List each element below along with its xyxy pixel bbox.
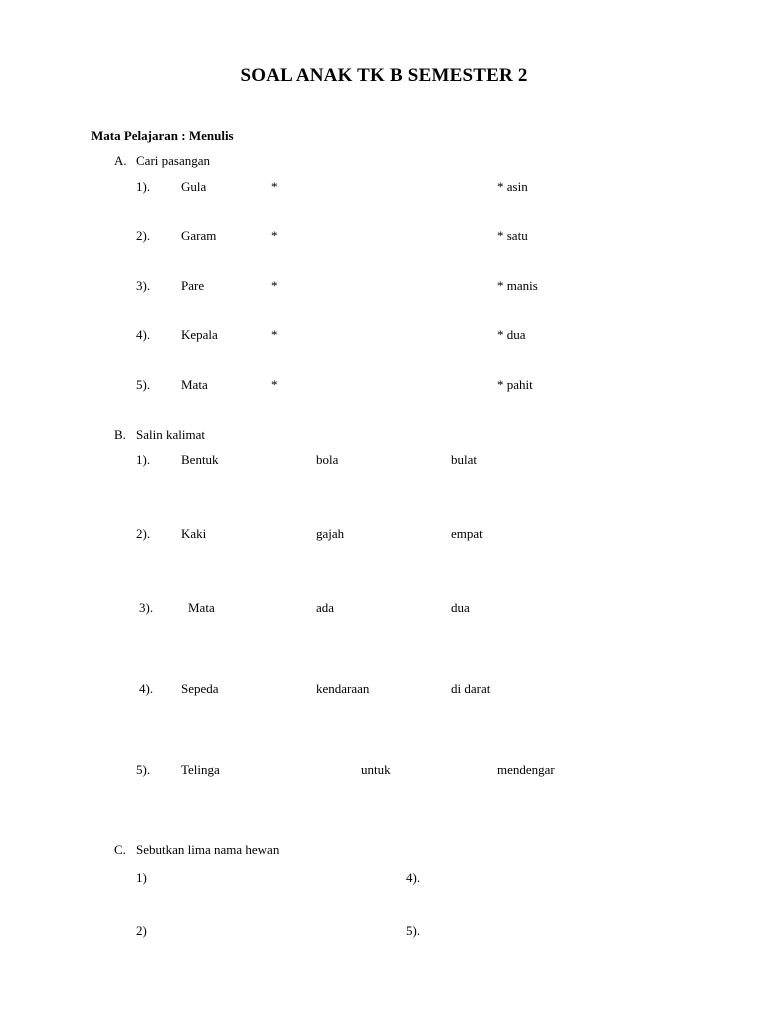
section-a-row-star: *: [271, 228, 278, 243]
section-a-row-star: *: [271, 377, 278, 392]
section-b-row-word-1: Sepeda: [181, 681, 219, 696]
section-a-row-match: * dua: [497, 327, 526, 342]
section-a-row-number: 3).: [136, 278, 151, 293]
section-c-item: 5).: [406, 923, 421, 938]
section-a-row-word: Garam: [181, 228, 217, 243]
section-b-row-number: 3).: [139, 600, 154, 615]
section-a-row-word: Gula: [181, 179, 207, 194]
section-c-letter: C.: [114, 842, 126, 857]
section-b-row-word-2: bola: [316, 452, 339, 467]
section-a-row-match: * satu: [497, 228, 528, 243]
section-a-letter: A.: [114, 153, 127, 168]
section-a-row-star: *: [271, 179, 278, 194]
section-a-row-star: *: [271, 327, 278, 342]
section-a-row-match: * manis: [497, 278, 538, 293]
section-b-row-word-1: Bentuk: [181, 452, 219, 467]
section-a-row-number: 5).: [136, 377, 151, 392]
section-a-row-word: Mata: [181, 377, 208, 392]
section-b-row-word-3: empat: [451, 526, 483, 541]
section-b-heading: Salin kalimat: [136, 427, 205, 442]
section-b-row-number: 5).: [136, 762, 151, 777]
section-b-row-word-1: Mata: [188, 600, 215, 615]
section-b-row-word-2: kendaraan: [316, 681, 370, 696]
section-b-row-word-2: untuk: [361, 762, 391, 777]
section-b-letter: B.: [114, 427, 126, 442]
section-b-row-number: 1).: [136, 452, 151, 467]
section-c-item: 4).: [406, 870, 421, 885]
section-a-row-number: 2).: [136, 228, 151, 243]
section-a-row-star: *: [271, 278, 278, 293]
section-b-row-word-3: di darat: [451, 681, 491, 696]
section-b-row-number: 4).: [139, 681, 154, 696]
section-c-heading: Sebutkan lima nama hewan: [136, 842, 280, 857]
section-b-row-word-3: dua: [451, 600, 470, 615]
section-c-item: 2): [136, 923, 147, 938]
section-b-row-word-2: gajah: [316, 526, 345, 541]
section-b-row-word-3: bulat: [451, 452, 477, 467]
section-a-row-number: 1).: [136, 179, 151, 194]
section-a-row-word: Kepala: [181, 327, 218, 342]
section-a-row-match: * asin: [497, 179, 528, 194]
section-a-row-match: * pahit: [497, 377, 533, 392]
section-b-row-word-2: ada: [316, 600, 335, 615]
section-a-heading: Cari pasangan: [136, 153, 211, 168]
section-b-row-number: 2).: [136, 526, 151, 541]
page-title: SOAL ANAK TK B SEMESTER 2: [240, 65, 528, 86]
section-c-item: 1): [136, 870, 147, 885]
section-b-row-word-1: Kaki: [181, 526, 207, 541]
section-a-row-word: Pare: [181, 278, 205, 293]
section-b-row-word-1: Telinga: [181, 762, 220, 777]
section-b-row-word-3: mendengar: [497, 762, 555, 777]
subject-heading: Mata Pelajaran : Menulis: [91, 128, 234, 143]
section-a-row-number: 4).: [136, 327, 151, 342]
